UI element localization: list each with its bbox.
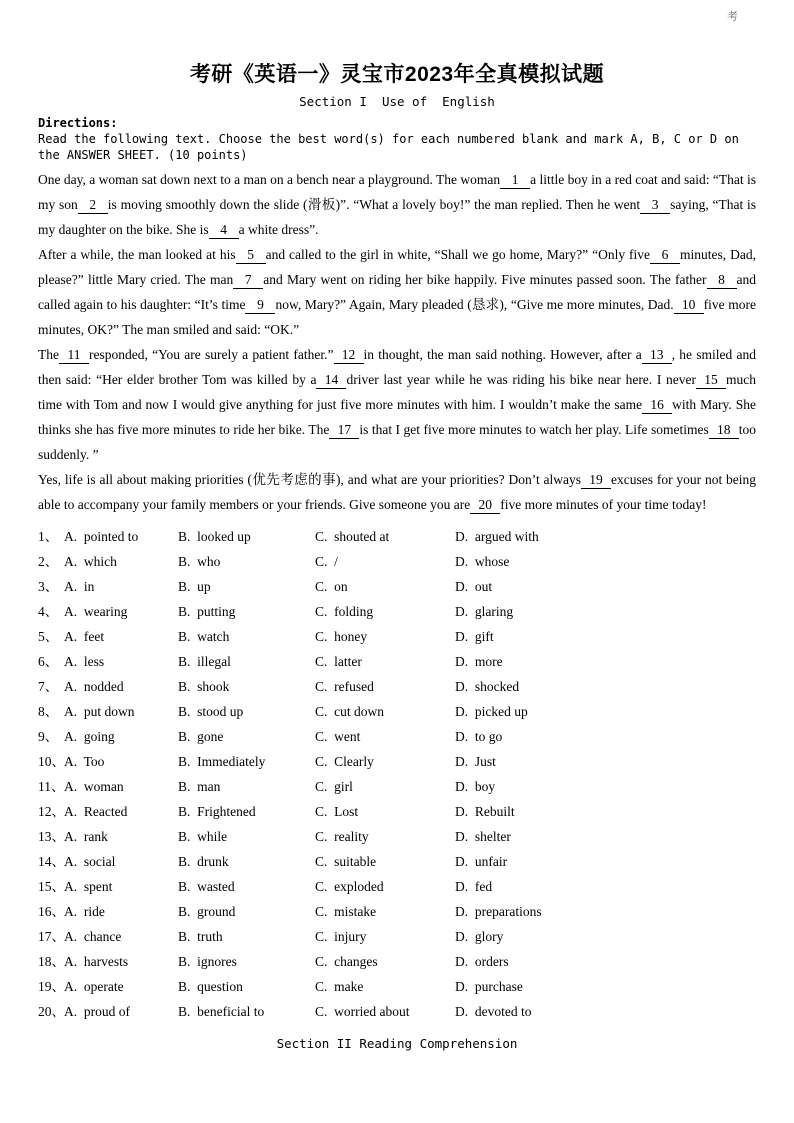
option-number: 8、 xyxy=(38,704,59,719)
option-c: C. / xyxy=(315,554,338,569)
option-d: D. fed xyxy=(455,879,493,894)
option-b: B. ground xyxy=(178,904,236,919)
option-row xyxy=(38,999,756,1024)
option-d: D. gift xyxy=(455,629,494,644)
section-1-heading: Section I Use of English xyxy=(299,94,495,109)
option-b: B. who xyxy=(178,554,221,569)
option-row xyxy=(38,899,756,924)
option-d: D. to go xyxy=(455,729,503,744)
option-d: D. shocked xyxy=(455,679,520,694)
option-d: D. purchase xyxy=(455,979,523,994)
option-b: B. wasted xyxy=(178,879,235,894)
option-b: B. shook xyxy=(178,679,230,694)
option-d: D. argued with xyxy=(455,529,539,544)
option-b: B. question xyxy=(178,979,243,994)
option-row xyxy=(38,524,756,549)
option-number: 2、 xyxy=(38,554,59,569)
option-number: 13、 xyxy=(38,829,65,844)
option-a: A. nodded xyxy=(64,679,124,694)
cloze-blank: 12 xyxy=(334,346,364,364)
option-a: A. wearing xyxy=(64,604,128,619)
cloze-blank: 15 xyxy=(696,371,726,389)
option-row xyxy=(38,724,756,749)
option-d: D. glaring xyxy=(455,604,514,619)
option-c: C. worried about xyxy=(315,1004,410,1019)
option-b: B. while xyxy=(178,829,228,844)
options-list xyxy=(38,524,756,1024)
option-row xyxy=(38,949,756,974)
option-c: C. cut down xyxy=(315,704,384,719)
option-c: C. girl xyxy=(315,779,353,794)
cloze-blank: 9 xyxy=(245,296,275,314)
option-a: A. in xyxy=(64,579,95,594)
cloze-blank: 4 xyxy=(209,221,239,239)
option-a: A. harvests xyxy=(64,954,129,969)
option-number: 4、 xyxy=(38,604,59,619)
page-title: 考研《英语一》灵宝市2023年全真模拟试题 xyxy=(189,63,605,86)
option-row xyxy=(38,874,756,899)
cloze-blank: 16 xyxy=(642,396,672,414)
option-row xyxy=(38,674,756,699)
option-number: 10、 xyxy=(38,754,65,769)
cloze-blank: 14 xyxy=(316,371,346,389)
option-a: A. woman xyxy=(64,779,124,794)
option-row xyxy=(38,849,756,874)
directions-block xyxy=(38,115,756,163)
option-d: D. glory xyxy=(455,929,504,944)
option-b: B. looked up xyxy=(178,529,251,544)
option-c: C. changes xyxy=(315,954,378,969)
option-b: B. ignores xyxy=(178,954,237,969)
cloze-blank: 6 xyxy=(650,246,680,264)
option-c: C. Lost xyxy=(315,804,359,819)
option-d: D. unfair xyxy=(455,854,508,869)
option-b: B. putting xyxy=(178,604,236,619)
option-row xyxy=(38,649,756,674)
option-a: A. proud of xyxy=(64,1004,130,1019)
option-b: B. up xyxy=(178,579,211,594)
option-c: C. shouted at xyxy=(315,529,390,544)
cloze-blank: 8 xyxy=(707,271,737,289)
cloze-blank: 11 xyxy=(59,346,89,364)
option-b: B. beneficial to xyxy=(178,1004,265,1019)
option-b: B. gone xyxy=(178,729,224,744)
option-number: 17、 xyxy=(38,929,65,944)
option-number: 19、 xyxy=(38,979,65,994)
option-a: A. feet xyxy=(64,629,105,644)
cloze-blank: 10 xyxy=(674,296,704,314)
option-row xyxy=(38,824,756,849)
option-a: A. going xyxy=(64,729,115,744)
option-c: C. latter xyxy=(315,654,362,669)
option-number: 9、 xyxy=(38,729,59,744)
option-b: B. watch xyxy=(178,629,230,644)
option-a: A. operate xyxy=(64,979,124,994)
option-c: C. folding xyxy=(315,604,374,619)
option-row xyxy=(38,774,756,799)
option-b: B. Frightened xyxy=(178,804,256,819)
option-c: C. Clearly xyxy=(315,754,374,769)
section-2-heading: Section II Reading Comprehension xyxy=(276,1036,518,1051)
option-a: A. chance xyxy=(64,929,122,944)
option-c: C. exploded xyxy=(315,879,384,894)
option-c: C. reality xyxy=(315,829,369,844)
option-number: 1、 xyxy=(38,529,59,544)
option-number: 7、 xyxy=(38,679,59,694)
option-number: 18、 xyxy=(38,954,65,969)
option-d: D. picked up xyxy=(455,704,528,719)
option-a: A. spent xyxy=(64,879,113,894)
passage-paragraph: The 11 responded, “You are surely a patient father.” 12 in thought, the man said nothing. However, after a 13 , he smiled and then said: “Her elder brother Tom was killed by a 14 driver last year while he was riding his bike near here. I never 15 much time with Tom and now I would give anything for just five more minutes with him. I wouldn’t make the same 16 with Mary. She thinks she has five more minutes to ride her bike. The 17 is that I get five more minutes to watch her play. Life sometimes 18 too suddenly. ” xyxy=(38,347,757,462)
cloze-blank: 17 xyxy=(329,421,359,439)
option-b: B. man xyxy=(178,779,221,794)
directions-label: Directions: xyxy=(38,116,118,130)
option-c: C. make xyxy=(315,979,364,994)
directions-text: Read the following text. Choose the best word(s) for each numbered blank and mark A, B, C or D on the ANSWER SHEET. (10 points) xyxy=(38,132,739,162)
option-number: 20、 xyxy=(38,1004,65,1019)
passage-paragraph: After a while, the man looked at his 5 and called to the girl in white, “Shall we go home, Mary?” “Only five 6 minutes, Dad, please?” little Mary cried. The man 7 and Mary went on riding her bike happily. Five minutes passed soon. The father 8 and called again to his daughter: “It’s time 9 now, Mary?” Again, Mary pleaded (恳求), “Give me more minutes, Dad. 10 five more minutes, OK?” The man smiled and said: “OK.” xyxy=(38,247,757,337)
option-d: D. shelter xyxy=(455,829,511,844)
option-c: C. refused xyxy=(315,679,374,694)
option-row xyxy=(38,699,756,724)
option-b: B. illegal xyxy=(178,654,231,669)
option-c: C. mistake xyxy=(315,904,377,919)
option-d: D. preparations xyxy=(455,904,542,919)
option-b: B. truth xyxy=(178,929,223,944)
option-d: D. Just xyxy=(455,754,496,769)
passage-paragraph: One day, a woman sat down next to a man on a bench near a playground. The woman 1 a little boy in a red coat and said: “That is my son 2 is moving smoothly down the slide (滑板)”. “What a lovely boy!” the man replied. Then he went 3 saying, “That is my daughter on the bike. She is 4 a white dress”. xyxy=(38,172,756,237)
option-row xyxy=(38,599,756,624)
option-row xyxy=(38,549,756,574)
page-corner-mark: 考 xyxy=(727,11,738,23)
option-number: 15、 xyxy=(38,879,65,894)
option-a: A. Too xyxy=(64,754,105,769)
cloze-blank: 13 xyxy=(642,346,672,364)
option-c: C. went xyxy=(315,729,361,744)
option-c: C. on xyxy=(315,579,348,594)
option-number: 12、 xyxy=(38,804,65,819)
cloze-blank: 7 xyxy=(233,271,263,289)
cloze-blank: 3 xyxy=(640,196,670,214)
cloze-blank: 5 xyxy=(236,246,266,264)
option-number: 11、 xyxy=(38,779,65,794)
option-b: B. stood up xyxy=(178,704,244,719)
option-number: 14、 xyxy=(38,854,65,869)
cloze-blank: 18 xyxy=(709,421,739,439)
option-a: A. Reacted xyxy=(64,804,128,819)
passage-paragraph: Yes, life is all about making priorities (优先考虑的事), and what are your priorities? Don’t always 19 excuses for your not being able to accompany your family members or your friends. Give someone you are 20 five more minutes of your time today! xyxy=(38,472,757,512)
cloze-blank: 19 xyxy=(581,471,611,489)
option-a: A. social xyxy=(64,854,116,869)
option-a: A. put down xyxy=(64,704,135,719)
passage xyxy=(38,167,756,517)
option-d: D. out xyxy=(455,579,493,594)
option-number: 3、 xyxy=(38,579,59,594)
option-row xyxy=(38,974,756,999)
option-row xyxy=(38,799,756,824)
option-a: A. which xyxy=(64,554,117,569)
option-c: C. honey xyxy=(315,629,368,644)
option-number: 6、 xyxy=(38,654,59,669)
option-b: B. Immediately xyxy=(178,754,266,769)
option-row xyxy=(38,574,756,599)
option-b: B. drunk xyxy=(178,854,229,869)
option-row xyxy=(38,749,756,774)
option-number: 5、 xyxy=(38,629,59,644)
option-d: D. Rebuilt xyxy=(455,804,515,819)
option-d: D. devoted to xyxy=(455,1004,532,1019)
option-d: D. more xyxy=(455,654,503,669)
option-number: 16、 xyxy=(38,904,65,919)
option-a: A. ride xyxy=(64,904,105,919)
option-a: A. rank xyxy=(64,829,108,844)
option-a: A. pointed to xyxy=(64,529,139,544)
cloze-blank: 20 xyxy=(470,496,500,514)
option-c: C. injury xyxy=(315,929,367,944)
cloze-blank: 2 xyxy=(78,196,108,214)
cloze-blank: 1 xyxy=(500,171,530,189)
option-row xyxy=(38,924,756,949)
option-c: C. suitable xyxy=(315,854,377,869)
option-row xyxy=(38,624,756,649)
option-d: D. whose xyxy=(455,554,510,569)
option-d: D. boy xyxy=(455,779,496,794)
option-a: A. less xyxy=(64,654,105,669)
option-d: D. orders xyxy=(455,954,509,969)
